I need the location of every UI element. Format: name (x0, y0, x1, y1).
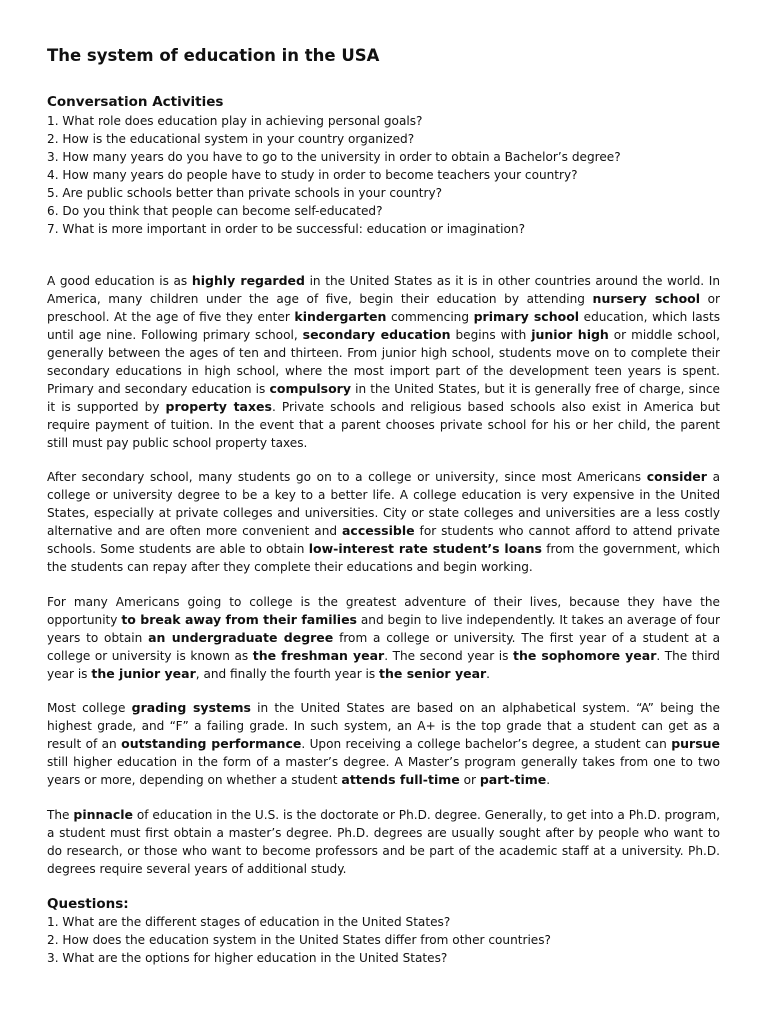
key-term: consider (646, 469, 707, 484)
key-term: outstanding performance (121, 736, 302, 751)
body-paragraph-grading (47, 699, 720, 789)
key-term: kindergarten (294, 309, 387, 324)
text-run: education, which lasts until age nine. Following primary school, (47, 310, 721, 342)
text-run: in the United States, but it is generally free of charge, since it is supported by (47, 382, 720, 414)
text-run: A good education is as (47, 274, 192, 288)
text-run: for students who cannot afford to attend private schools. Some students are able to obtain (47, 524, 720, 556)
text-run: . Private schools and religious based schools also exist in America but require payment of tuition. In the event that a parent chooses private school for his or her child, the parent still must pay public school property taxes. (47, 400, 720, 450)
key-term: primary school (473, 309, 580, 324)
conversation-question: 1. What role does education play in achieving personal goals? (47, 114, 423, 128)
key-term: the sophomore year (512, 648, 657, 663)
key-term: junior high (531, 327, 609, 342)
text-run: The (47, 808, 74, 822)
text-run: Most college (47, 701, 132, 715)
key-term: secondary education (302, 327, 451, 342)
key-term: pursue (671, 736, 721, 751)
text-run: After secondary school, many students go on to a college or university, since most Americans (47, 470, 647, 484)
key-term: property taxes (165, 399, 272, 414)
text-run: from a college or university. The first year of a student at a college or university is known as (47, 631, 720, 663)
conversation-question: 6. Do you think that people can become self-educated? (47, 204, 383, 218)
key-term: the junior year (91, 666, 196, 681)
conversation-question-list (47, 112, 621, 238)
key-term: low-interest rate student’s loans (308, 541, 542, 556)
key-term: highly regarded (191, 273, 305, 288)
question-item: 1. What are the different stages of education in the United States? (47, 915, 451, 929)
text-run: . The second year is (384, 649, 513, 663)
conversation-heading: Conversation Activities (47, 94, 224, 110)
key-term: the freshman year (252, 648, 385, 663)
conversation-question: 5. Are public schools better than private schools in your country? (47, 186, 443, 200)
key-term: the senior year (379, 666, 487, 681)
body-paragraph-college (47, 468, 720, 576)
key-term: an undergraduate degree (148, 630, 334, 645)
key-term: part-time (479, 772, 547, 787)
key-term: attends full-time (341, 772, 460, 787)
text-run: in the United States are based on an alphabetical system. “A” being the highest grade, and “F” a failing grade. In such system, an A+ is the top grade that a student can get as a result of an (47, 701, 720, 751)
text-run: For many Americans going to college is the greatest adventure of their lives, because they have the opportunity (47, 595, 720, 627)
text-run: . Upon receiving a college bachelor’s degree, a student can (301, 737, 672, 751)
key-term: compulsory (269, 381, 351, 396)
conversation-question: 2. How is the educational system in your country organized? (47, 132, 415, 146)
text-run: a college or university degree to be a key to a better life. A college education is very expensive in the United States, especially at private colleges and universities. City or state colleges and universities are a less costly alternative and are often more convenient and (47, 470, 720, 538)
document-title: The system of education in the USA (47, 46, 380, 65)
text-run: or (459, 773, 480, 787)
conversation-question: 7. What is more important in order to be successful: education or imagination? (47, 222, 526, 236)
text-run: or middle school, generally between the ages of ten and thirteen. From junior high school, students move on to complete their secondary educations in high school, where the most import part of the development teen years is spent. Primary and secondary education is (47, 328, 720, 396)
question-item: 3. What are the options for higher education in the United States? (47, 951, 448, 965)
text-run: begins with (450, 328, 532, 342)
body-paragraph-undergraduate (47, 593, 720, 683)
text-run: from the government, which the students can repay after they complete their educations and begin working. (47, 542, 720, 574)
key-term: grading systems (131, 700, 251, 715)
key-term: nursery school (592, 291, 701, 306)
conversation-question: 3. How many years do you have to go to the university in order to obtain a Bachelor’s degree? (47, 150, 621, 164)
text-run: and begin to live independently. It takes an average of four years to obtain (47, 613, 720, 645)
text-run: . The third year is (47, 649, 720, 681)
key-term: accessible (342, 523, 415, 538)
question-item: 2. How does the education system in the United States differ from other countries? (47, 933, 551, 947)
questions-list (47, 913, 551, 967)
text-run: or preschool. At the age of five they enter (47, 292, 720, 324)
questions-heading: Questions: (47, 896, 129, 912)
text-run: , and finally the fourth year is (195, 667, 380, 681)
conversation-question: 4. How many years do people have to study in order to become teachers your country? (47, 168, 578, 182)
text-run: . (486, 667, 491, 681)
text-run: commencing (386, 310, 474, 324)
key-term: pinnacle (73, 807, 134, 822)
body-paragraph-primary-education (47, 272, 720, 452)
body-paragraph-doctorate (47, 806, 720, 878)
text-run: still higher education in the form of a master’s degree. A Master’s program generally takes from one to two years or more, depending on whether a student (47, 755, 720, 787)
text-run: in the United States as it is in other countries around the world. In America, many children under the age of five, begin their education by attending (47, 274, 720, 306)
text-run: . (546, 773, 551, 787)
key-term: to break away from their families (121, 612, 357, 627)
text-run: of education in the U.S. is the doctorate or Ph.D. degree. Generally, to get into a Ph.D. program, a student must first obtain a master’s degree. Ph.D. degrees are usually sought after by people who want to do research, or those who want to become professors and be part of the academic staff at a university. Ph.D. degrees require several years of additional study. (47, 808, 720, 876)
